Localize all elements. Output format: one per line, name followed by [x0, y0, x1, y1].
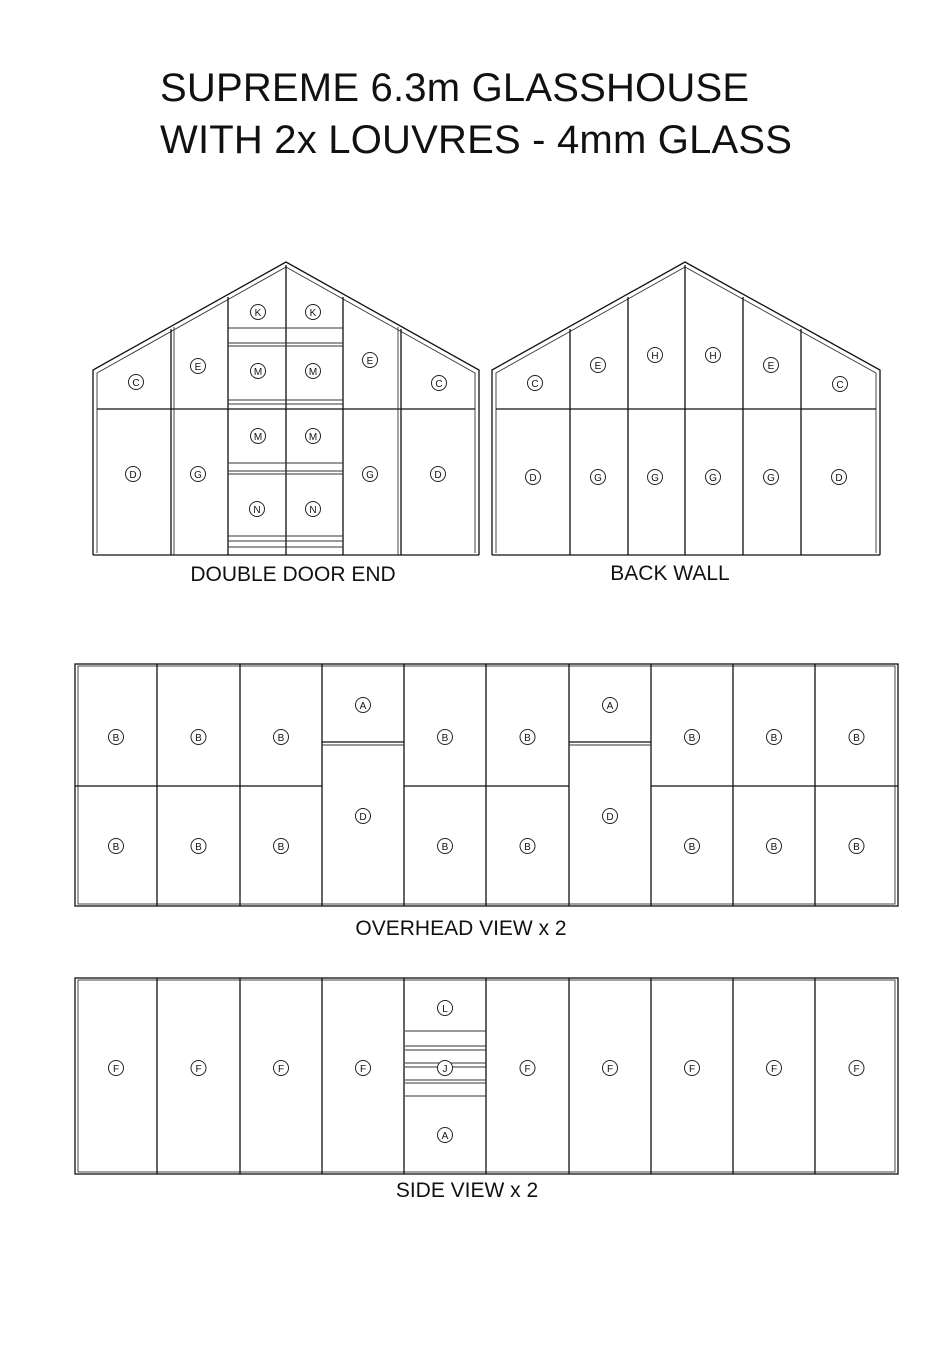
back-wall-label: BACK WALL [610, 562, 730, 585]
svg-text:G: G [594, 473, 602, 484]
svg-text:F: F [606, 1064, 614, 1075]
svg-text:N: N [253, 505, 261, 516]
svg-text:D: D [529, 473, 537, 484]
panel-marker [764, 470, 779, 485]
svg-text:B: B [688, 842, 696, 853]
svg-text:D: D [606, 812, 614, 823]
svg-text:N: N [309, 505, 317, 516]
svg-text:M: M [253, 432, 263, 443]
svg-text:M: M [253, 367, 263, 378]
panel-marker [274, 1061, 289, 1076]
svg-text:F: F [277, 1064, 285, 1075]
svg-text:M: M [308, 367, 318, 378]
svg-text:F: F [112, 1064, 120, 1075]
svg-text:H: H [651, 351, 659, 362]
double-door-end-label: DOUBLE DOOR END [190, 563, 396, 586]
panel-marker [849, 730, 864, 745]
panel-marker [306, 364, 321, 379]
overhead-view-label: OVERHEAD VIEW x 2 [355, 917, 567, 940]
svg-text:A: A [441, 1131, 449, 1142]
side-view-label: SIDE VIEW x 2 [395, 1179, 539, 1202]
svg-text:J: J [442, 1064, 448, 1075]
svg-text:M: M [308, 432, 318, 443]
panel-marker [363, 467, 378, 482]
back-wall-view [492, 262, 880, 585]
panel-marker [603, 1061, 618, 1076]
panel-marker [528, 376, 543, 391]
panel-marker [648, 348, 663, 363]
panel-marker [767, 730, 782, 745]
svg-text:B: B [524, 733, 531, 744]
back-wall-inner-outline [496, 267, 876, 553]
panel-marker [438, 1128, 453, 1143]
panel-marker [251, 429, 266, 444]
svg-text:F: F [853, 1064, 860, 1075]
svg-text:F: F [195, 1064, 202, 1075]
svg-text:D: D [835, 473, 843, 484]
svg-text:C: C [531, 379, 539, 390]
panel-marker [356, 809, 371, 824]
panel-marker [126, 467, 141, 482]
panel-marker [603, 809, 618, 824]
svg-text:B: B [770, 842, 778, 853]
title-line-2: WITH 2x LOUVRES - 4mm GLASS [160, 118, 793, 162]
panel-marker [438, 1001, 453, 1016]
svg-text:B: B [853, 842, 860, 853]
panel-marker [685, 1061, 700, 1076]
svg-text:K: K [309, 308, 317, 319]
panel-marker [191, 730, 206, 745]
panel-marker [191, 1061, 206, 1076]
svg-text:E: E [366, 356, 374, 367]
svg-text:G: G [767, 473, 775, 484]
panel-marker [520, 730, 535, 745]
panel-marker [109, 730, 124, 745]
panel-marker [767, 1061, 782, 1076]
panel-marker [109, 839, 124, 854]
svg-text:B: B [112, 733, 120, 744]
svg-text:E: E [594, 361, 602, 372]
panel-marker [274, 839, 289, 854]
panel-marker [356, 1061, 371, 1076]
svg-text:L: L [442, 1004, 448, 1015]
panel-marker [526, 470, 541, 485]
double-door-end-view [93, 262, 479, 586]
side-view [75, 978, 898, 1202]
panel-marker [832, 470, 847, 485]
svg-text:G: G [709, 473, 717, 484]
svg-text:B: B [195, 842, 202, 853]
panel-marker [833, 377, 848, 392]
panel-marker [767, 839, 782, 854]
svg-text:B: B [277, 842, 285, 853]
panel-marker [191, 359, 206, 374]
svg-text:D: D [359, 812, 367, 823]
panel-marker [520, 839, 535, 854]
svg-text:C: C [132, 378, 140, 389]
panel-marker [274, 730, 289, 745]
panel-marker [306, 429, 321, 444]
panel-marker [438, 839, 453, 854]
panel-marker [438, 1061, 453, 1076]
svg-text:B: B [688, 733, 696, 744]
svg-text:C: C [435, 379, 443, 390]
panel-marker [109, 1061, 124, 1076]
panel-marker [306, 502, 321, 517]
panel-marker [706, 348, 721, 363]
panel-marker [431, 467, 446, 482]
panel-marker [706, 470, 721, 485]
svg-text:F: F [359, 1064, 367, 1075]
svg-text:K: K [254, 308, 262, 319]
panel-marker [363, 353, 378, 368]
panel-marker [520, 1061, 535, 1076]
title-line-1: SUPREME 6.3m GLASSHOUSE [160, 66, 750, 110]
panel-marker [251, 305, 266, 320]
svg-text:B: B [112, 842, 120, 853]
svg-text:G: G [651, 473, 659, 484]
svg-text:B: B [853, 733, 860, 744]
svg-text:B: B [770, 733, 778, 744]
panel-marker [603, 698, 618, 713]
svg-text:H: H [709, 351, 717, 362]
svg-text:E: E [767, 361, 775, 372]
svg-text:D: D [129, 470, 137, 481]
overhead-view [75, 664, 898, 940]
panel-marker [591, 358, 606, 373]
panel-marker [191, 467, 206, 482]
svg-text:D: D [434, 470, 442, 481]
panel-marker [685, 730, 700, 745]
panel-marker [129, 375, 144, 390]
panel-marker [250, 502, 265, 517]
panel-marker [685, 839, 700, 854]
panel-marker [438, 730, 453, 745]
panel-marker [648, 470, 663, 485]
svg-text:B: B [524, 842, 531, 853]
svg-text:E: E [194, 362, 202, 373]
svg-text:A: A [359, 701, 367, 712]
svg-text:F: F [688, 1064, 696, 1075]
panel-marker [356, 698, 371, 713]
svg-text:B: B [441, 733, 449, 744]
svg-text:B: B [195, 733, 202, 744]
panel-marker [306, 305, 321, 320]
svg-text:B: B [277, 733, 285, 744]
panel-marker [251, 364, 266, 379]
panel-marker [849, 839, 864, 854]
svg-text:F: F [524, 1064, 531, 1075]
panel-marker [191, 839, 206, 854]
svg-text:A: A [606, 701, 614, 712]
panel-marker [764, 358, 779, 373]
panel-marker [432, 376, 447, 391]
svg-text:G: G [194, 470, 202, 481]
svg-text:G: G [366, 470, 374, 481]
svg-text:C: C [836, 380, 844, 391]
panel-marker [591, 470, 606, 485]
svg-text:B: B [441, 842, 449, 853]
panel-marker [849, 1061, 864, 1076]
svg-text:F: F [770, 1064, 778, 1075]
